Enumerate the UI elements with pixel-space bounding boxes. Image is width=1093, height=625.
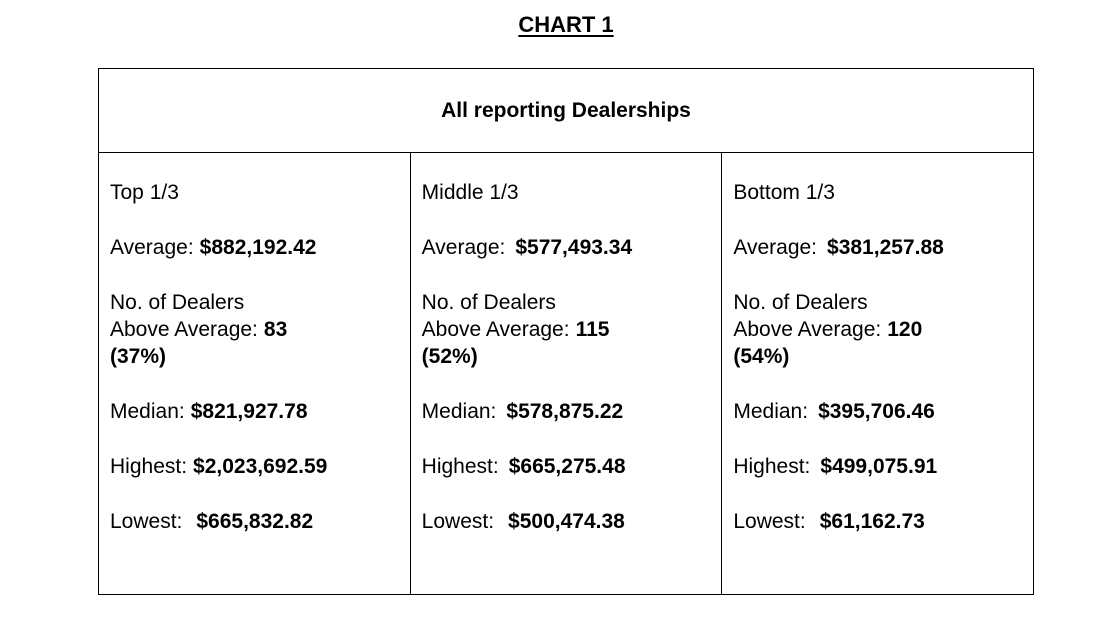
highest-row	[110, 453, 410, 480]
dealers-label-line-1: No. of Dealers	[733, 291, 868, 314]
average-row	[110, 234, 410, 261]
average-value: $577,493.34	[515, 236, 633, 259]
average-value: $381,257.88	[827, 236, 944, 259]
lowest-value: $61,162.73	[819, 510, 925, 533]
highest-value: $2,023,692.59	[193, 455, 328, 478]
highest-row	[733, 453, 1033, 480]
dealers-count: 120	[887, 318, 923, 341]
dealers-count: 115	[575, 318, 610, 341]
dealers-row	[422, 316, 722, 343]
lowest-label: Lowest:	[110, 510, 183, 533]
highest-value: $499,075.91	[820, 455, 938, 478]
dealers-label-line-2: Above Average:	[421, 318, 570, 341]
dealers-count: 83	[263, 318, 288, 341]
lowest-row	[110, 508, 410, 535]
median-label: Median:	[421, 400, 497, 423]
median-value: $578,875.22	[506, 400, 624, 423]
dealers-label-line-2: Above Average:	[110, 318, 258, 341]
table-header: All reporting Dealerships	[99, 69, 1033, 153]
average-label: Average:	[733, 236, 818, 259]
highest-value: $665,275.48	[508, 455, 626, 478]
lowest-value: $500,474.38	[508, 510, 625, 533]
highest-row	[422, 453, 722, 480]
lowest-label: Lowest:	[421, 510, 495, 533]
median-label: Median:	[110, 400, 185, 423]
dealers-percent: (37%)	[110, 345, 167, 368]
column-top-third	[99, 153, 410, 594]
lowest-label: Lowest:	[733, 510, 806, 533]
group-label: Bottom 1/3	[733, 181, 835, 204]
median-value: $821,927.78	[190, 400, 308, 423]
dealers-label-line-1: No. of Dealers	[110, 291, 245, 314]
dealers-percent: (52%)	[421, 345, 478, 368]
average-label: Average:	[110, 236, 194, 259]
dealers-label-line-2: Above Average:	[733, 318, 882, 341]
highest-label: Highest:	[110, 455, 188, 478]
highest-label: Highest:	[733, 455, 811, 478]
median-row	[110, 398, 410, 425]
average-value: $882,192.42	[199, 236, 317, 259]
dealers-percent: (54%)	[733, 345, 790, 368]
dealers-row	[733, 316, 1033, 343]
highest-label: Highest:	[421, 455, 499, 478]
column-bottom-third	[721, 153, 1033, 594]
dealers-label-line-1: No. of Dealers	[421, 291, 556, 314]
dealership-table	[98, 68, 1034, 595]
chart-title: CHART 1	[518, 12, 614, 37]
average-row	[733, 234, 1033, 261]
group-label: Top 1/3	[110, 181, 179, 204]
lowest-row	[422, 508, 722, 535]
table-columns	[99, 153, 1033, 594]
dealers-row	[110, 316, 410, 343]
median-value: $395,706.46	[818, 400, 935, 423]
median-row	[733, 398, 1033, 425]
median-row	[422, 398, 722, 425]
median-label: Median:	[733, 400, 809, 423]
lowest-row	[733, 508, 1033, 535]
average-label: Average:	[421, 236, 506, 259]
group-label: Middle 1/3	[421, 181, 519, 204]
average-row	[422, 234, 722, 261]
lowest-value: $665,832.82	[196, 510, 314, 533]
column-middle-third	[410, 153, 722, 594]
